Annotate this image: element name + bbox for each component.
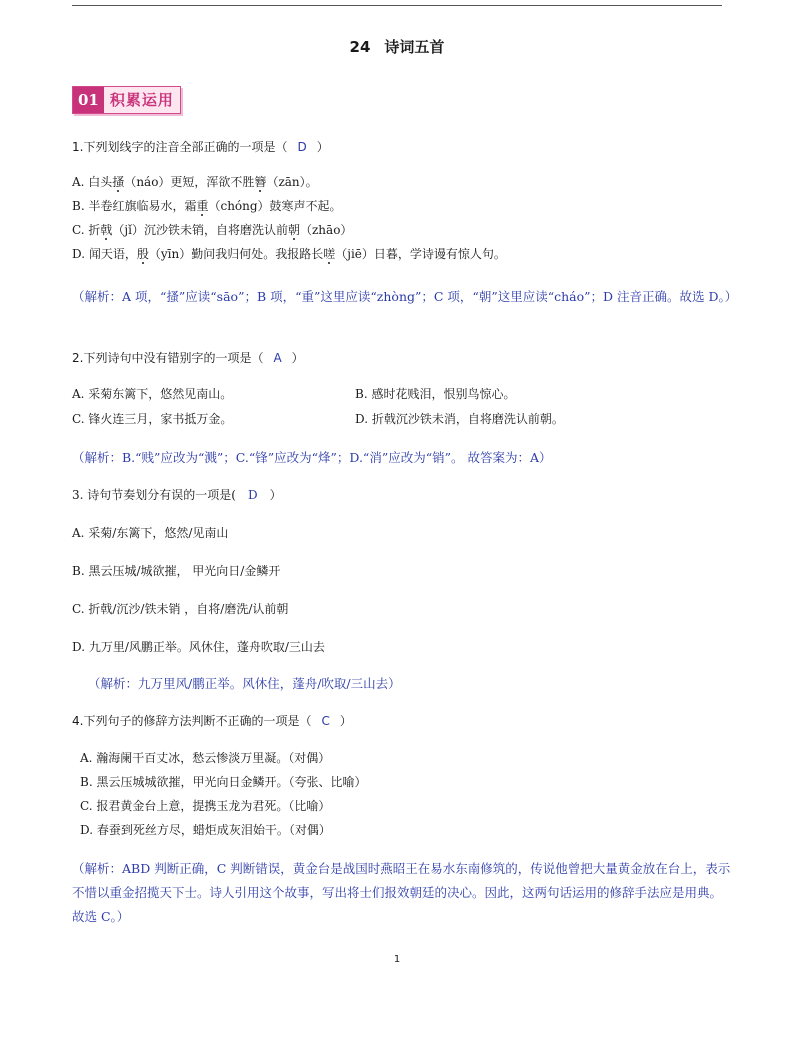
q2-option-a: A. 采菊东篱下，悠然见南山。 <box>72 387 233 401</box>
q2-option-c: C. 锋火连三月，家书抵万金。 <box>72 412 233 426</box>
question-1-text: 1.下列划线字的注音全部正确的一项是（ <box>72 140 288 154</box>
page-title <box>0 36 794 57</box>
header-rule <box>72 5 722 6</box>
q1-option-b: B. 半卷红旗临易水，霜重（chóng）鼓寒声不起。 <box>72 199 342 213</box>
question-2-text: 2.下列诗句中没有错别字的一项是（ <box>72 351 264 365</box>
question-3-text: 3. 诗句节奏划分有误的一项是( <box>72 488 236 502</box>
q4-option-d: D. 春蚕到死丝方尽，蜡炬成灰泪始干。（对偶） <box>80 823 331 837</box>
q3-explanation: （解析：九万里风/鹏正举。风休住，蓬舟/吹取/三山去） <box>88 676 401 691</box>
q3-option-a: A. 采菊/东篱下，悠然/见南山 <box>72 526 229 540</box>
section-number: 01 <box>73 87 104 113</box>
question-3-stem <box>72 486 282 503</box>
question-1-stem <box>72 138 329 155</box>
q4-option-c: C. 报君黄金台上意，提携玉龙为君死。（比喻） <box>80 799 331 813</box>
q1-option-d: D. 闻天语，殷（yīn）勤问我归何处。我报路长嗟（jiē）日暮，学诗谩有惊人句。 <box>72 247 506 261</box>
section-badge <box>72 86 181 114</box>
question-1-answer: D <box>297 140 307 154</box>
q1-option-a: A. 白头搔（náo）更短，浑欲不胜簪（zān）。 <box>72 175 318 189</box>
q3-option-c: C. 折戟/沉沙/铁未销 ，自将/磨洗/认前朝 <box>72 602 289 616</box>
section-label: 积累运用 <box>104 87 180 113</box>
lesson-title: 诗词五首 <box>384 38 445 56</box>
question-1-close: ） <box>316 140 329 154</box>
q2-option-d: D. 折戟沉沙铁未消，自将磨洗认前朝。 <box>355 412 564 426</box>
question-4-stem <box>72 712 352 729</box>
question-3-answer: D <box>247 488 258 502</box>
q4-option-b: B. 黑云压城城欲摧，甲光向日金鳞开。（夸张、比喻） <box>80 775 367 789</box>
question-4-text: 4.下列句子的修辞方法判断不正确的一项是（ <box>72 714 312 728</box>
question-4-close: ） <box>339 714 352 728</box>
question-3-close: ） <box>269 488 282 502</box>
q2-option-b: B. 感时花贱泪，恨别鸟惊心。 <box>355 387 516 401</box>
question-4-answer: C <box>321 714 330 728</box>
q4-explanation: （解析：ABD 判断正确，C 判断错误，黄金台是战国时燕昭王在易水东南修筑的，传说他曾把大量黄金放在台上，表示不惜以重金招揽天下士。诗人引用这个故事，写出将士们报效朝廷的决心。因此，这两句话运用的修辞手法应是用典。故选 C。） <box>72 861 731 924</box>
q1-explanation: （解析：A 项，“搔”应读“sāo”；B 项，“重”这里应读“zhòng”；C 项，“朝”这里应读“cháo”；D 注音正确。故选 D。） <box>72 289 738 304</box>
q3-option-b: B. 黑云压城/城欲摧， 甲光向日/金鳞开 <box>72 564 281 578</box>
question-2-close: ） <box>291 351 304 365</box>
q2-explanation: （解析：B.“贱”应改为“溅”；C.“锋”应改为“烽”；D.“消”应改为“销”。 故答案为：A） <box>72 450 552 465</box>
question-2-stem <box>72 349 304 366</box>
q1-option-c: C. 折戟（jǐ）沉沙铁未销，自将磨洗认前朝（zhāo） <box>72 223 353 237</box>
page-number: 1 <box>393 954 401 965</box>
q4-option-a: A. 瀚海阑干百丈冰，愁云惨淡万里凝。（对偶） <box>80 751 331 765</box>
q3-option-d: D. 九万里/风鹏正举。风休住，蓬舟吹取/三山去 <box>72 640 325 654</box>
lesson-number: 24 <box>349 38 371 56</box>
question-2-answer: A <box>273 351 282 365</box>
